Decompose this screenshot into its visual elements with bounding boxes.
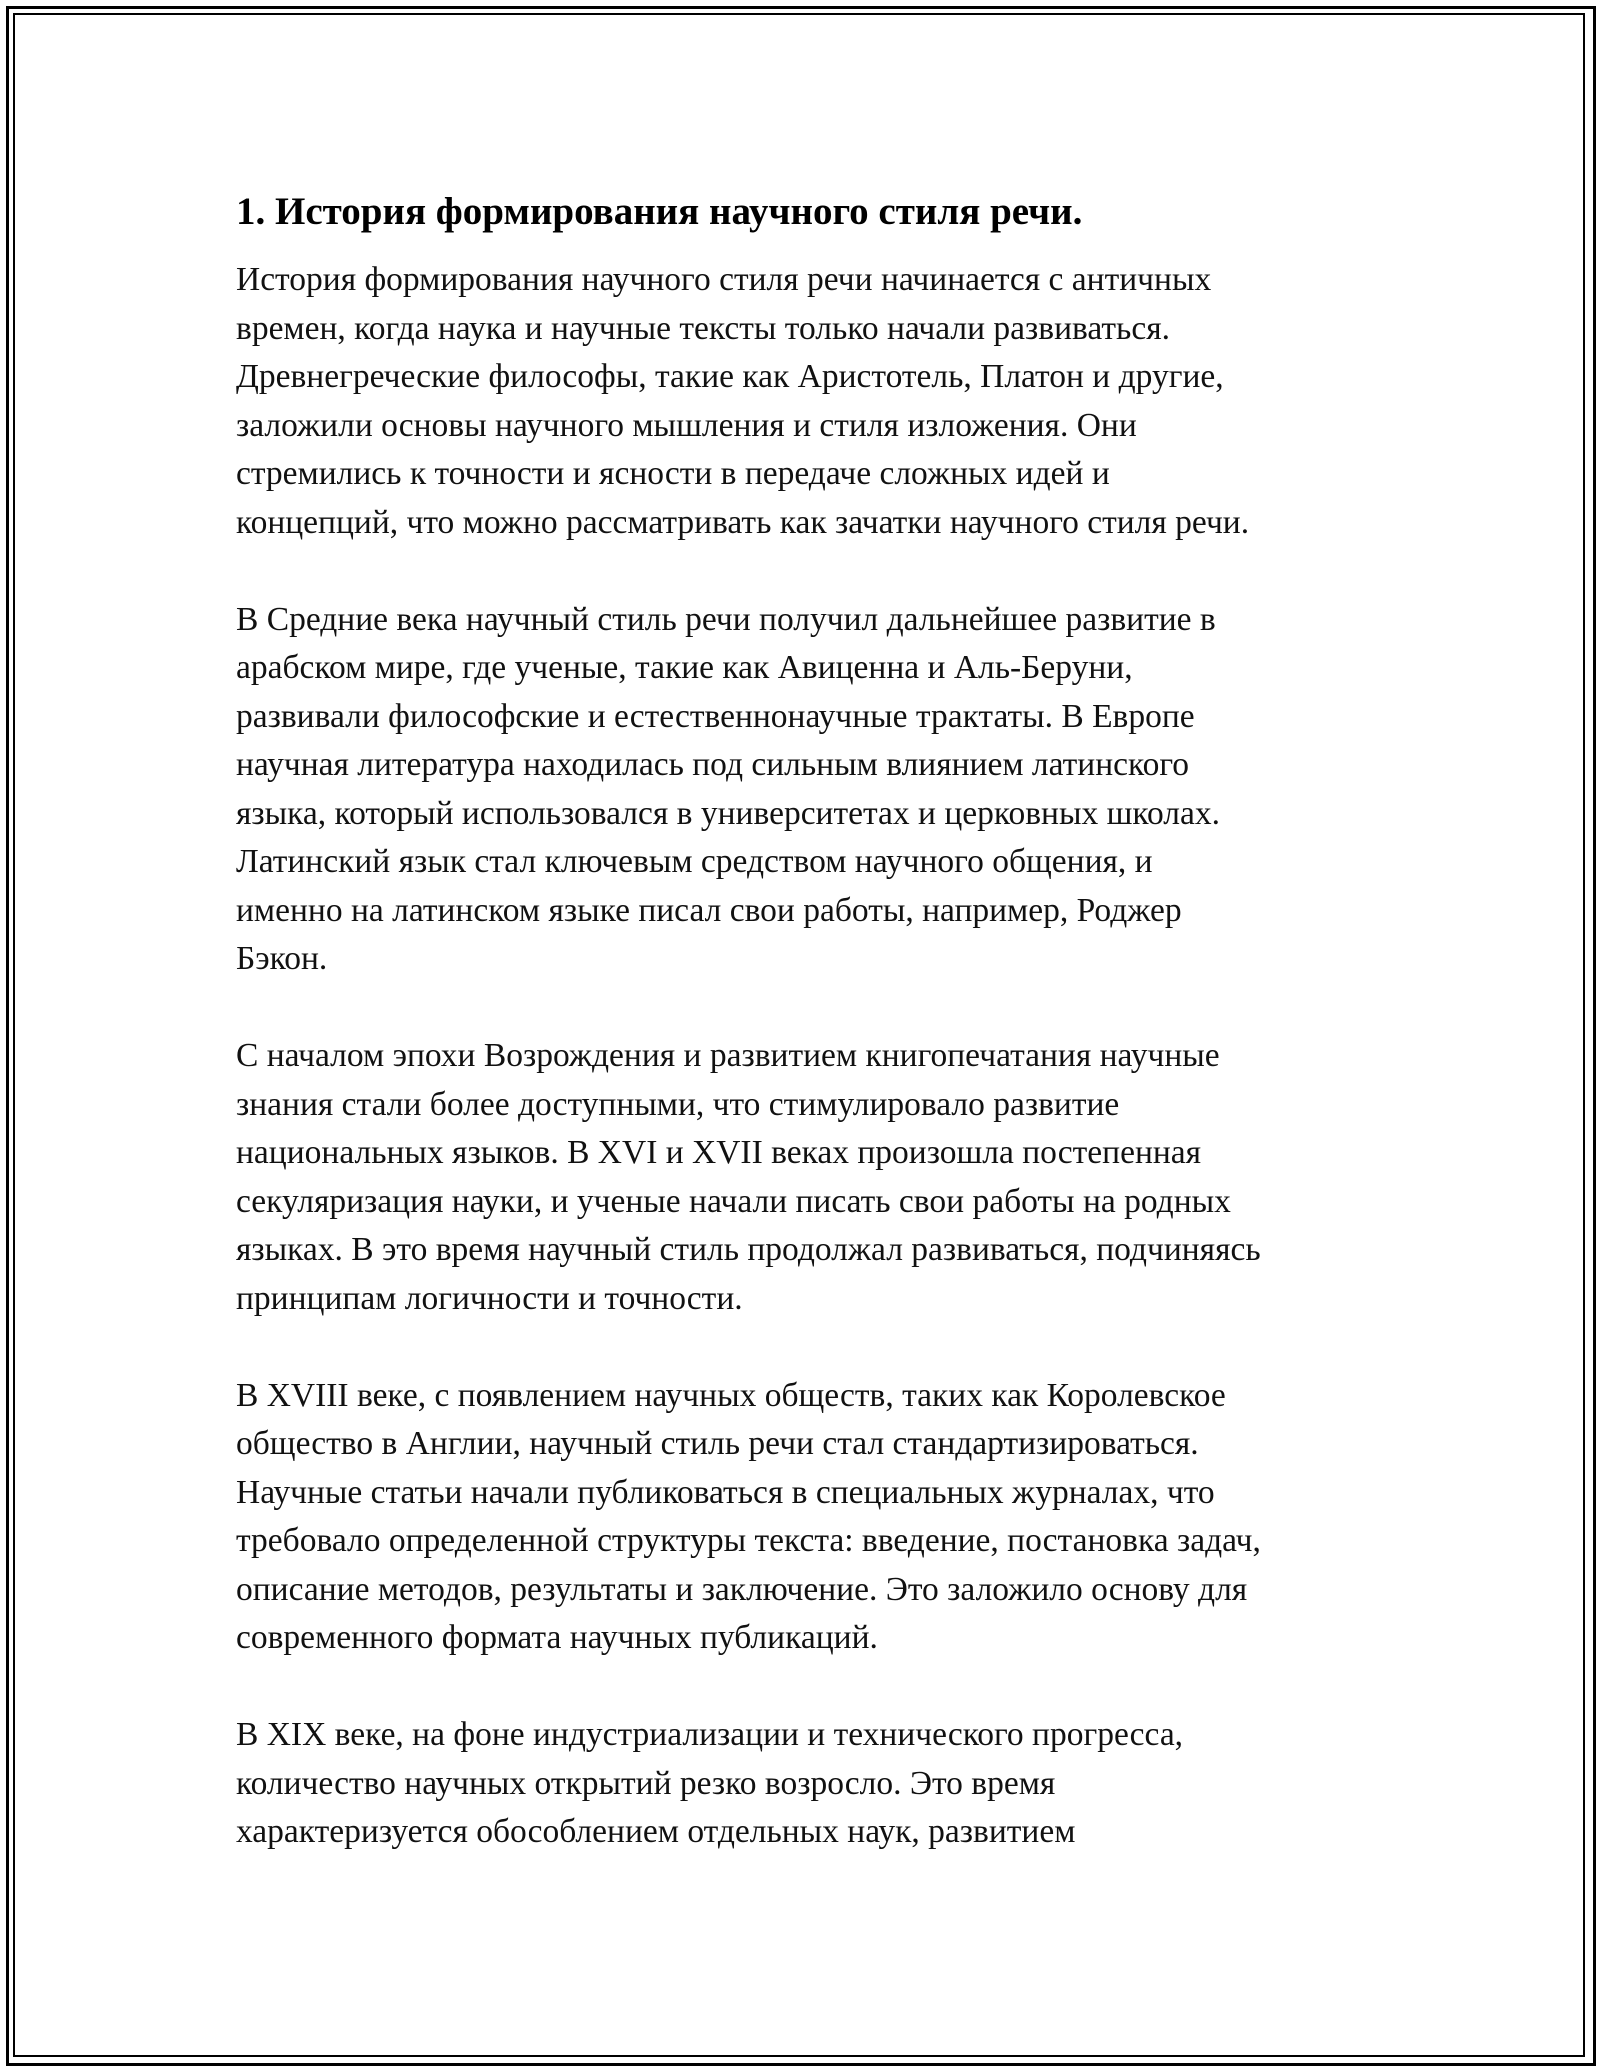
paragraph-antiquity: История формирования научного стиля речи начинается с античных времен, когда наука и научные тексты только начали развиваться. Древнегреческие философы, такие как Аристотель, Платон и другие, заложили основы научного мышления и стиля изложения. Они стремились к точности и ясности в передаче сложных идей и концепций, что можно рассматривать как зачатки научного стиля речи. [236, 261, 1250, 541]
paragraph-18th-century: В XVIII веке, с появлением научных обществ, таких как Королевское общество в Англии, научный стиль речи стал стандартизироваться. Научные статьи начали публиковаться в специальных журналах, что требовало определенной структуры текста: введение, постановка задач, описание методов, результаты и заключение. Это заложило основу для современного формата научных публикаций. [236, 1376, 1261, 1656]
paragraph-19th-century: В XIX веке, на фоне индустриализации и технического прогресса, количество научных открытий резко возросло. Это время характеризуется обособлением отдельных наук, развитием [236, 1716, 1184, 1850]
paragraph-renaissance: С началом эпохи Возрождения и развитием книгопечатания научные знания стали более доступными, что стимулировало развитие национальных языков. В XVI и XVII веках произошла постепенная секуляризация науки, и ученые начали писать свои работы на родных языках. В это время научный стиль продолжал развиваться, подчиняясь принципам логичности и точности. [236, 1037, 1261, 1317]
document-body [236, 186, 1366, 1905]
paragraph-middle-ages: В Средние века научный стиль речи получил дальнейшее развитие в арабском мире, где ученые, такие как Авиценна и Аль-Беруни, развивали философские и естественнонаучные трактаты. В Европе научная литература находилась под сильным влиянием латинского языка, который использовался в университетах и церковных школах. Латинский язык стал ключевым средством научного общения, и именно на латинском языке писал свои работы, например, Роджер Бэкон. [236, 600, 1220, 977]
section-heading: 1. История формирования научного стиля речи. [236, 190, 1083, 233]
